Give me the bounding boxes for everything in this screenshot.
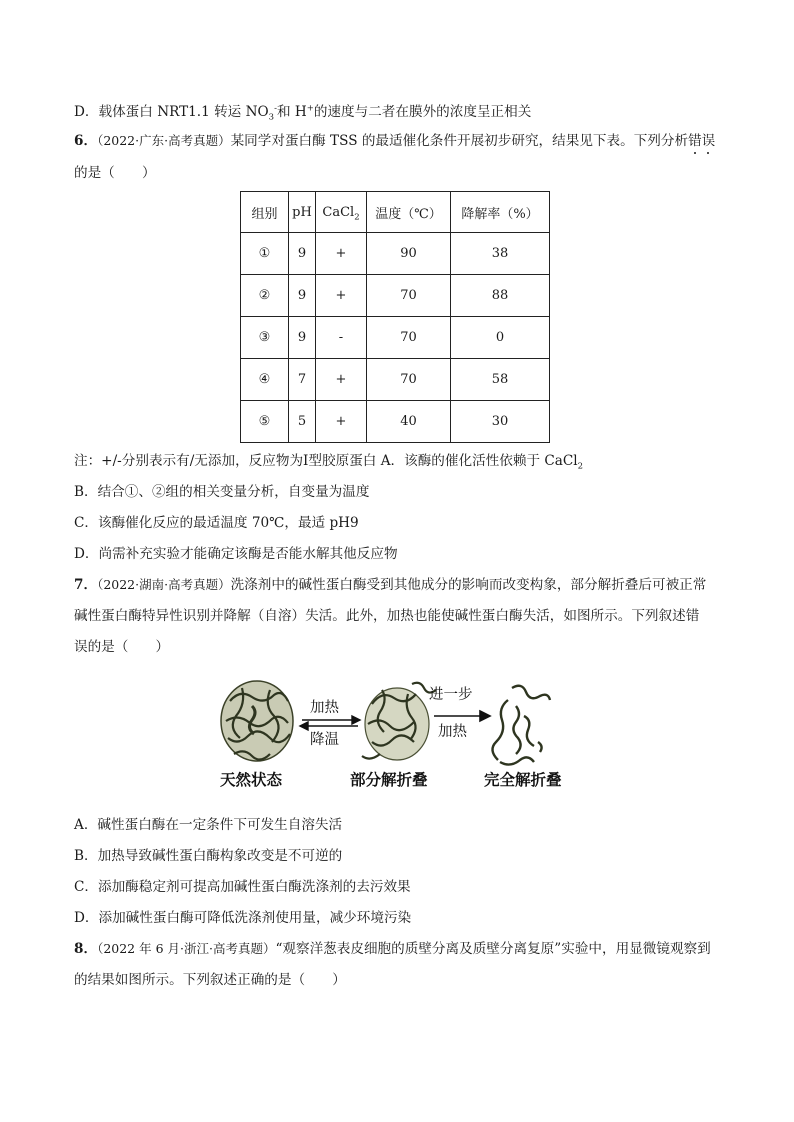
table-cell: 88 bbox=[451, 275, 550, 317]
table-cell: 38 bbox=[451, 233, 550, 275]
table-cell: 40 bbox=[367, 401, 451, 443]
table-cell: 70 bbox=[367, 317, 451, 359]
table-cell: + bbox=[316, 233, 367, 275]
table-cell: ② bbox=[241, 275, 289, 317]
q7-number: 7． bbox=[74, 577, 98, 593]
q6-source: （2022·广东·高考真题） bbox=[97, 133, 231, 148]
q7-option-a: A．碱性蛋白酶在一定条件下可发生自溶失活 bbox=[74, 817, 343, 833]
table-row bbox=[241, 317, 550, 359]
table-header-row bbox=[241, 192, 550, 233]
table-cell: ⑤ bbox=[241, 401, 289, 443]
table-cell: 70 bbox=[367, 275, 451, 317]
q7-option-b: B．加热导致碱性蛋白酶构象改变是不可逆的 bbox=[74, 848, 343, 864]
table-cell: 9 bbox=[289, 275, 316, 317]
table-cell: 30 bbox=[451, 401, 550, 443]
q6-option-c: C．该酶催化反应的最适温度 70℃，最适 pH9 bbox=[74, 515, 359, 531]
protein-unfolding-figure bbox=[212, 676, 568, 806]
q6-number: 6． bbox=[74, 133, 98, 149]
q7-stem-line2: 碱性蛋白酶特异性识别并降解（自溶）失活。此外，加热也能使碱性蛋白酶失活，如图所示。下列叙述错 bbox=[74, 608, 700, 624]
q7-stem-line3: 误的是（ ） bbox=[74, 639, 170, 655]
label-fully-unfolded: 完全解折叠 bbox=[484, 771, 562, 789]
header-temperature: 温度（℃） bbox=[367, 192, 451, 233]
header-cacl2: CaCl$_2$ bbox=[316, 192, 367, 233]
q6-option-d: D．尚需补充实验才能确定该酶是否能水解其他反应物 bbox=[74, 546, 398, 562]
q8-source: （2022 年 6 月·浙江·高考真题） bbox=[97, 941, 276, 956]
table-cell: ① bbox=[241, 233, 289, 275]
table-cell: ③ bbox=[241, 317, 289, 359]
native-state-protein-image bbox=[221, 681, 293, 761]
table-cell: + bbox=[316, 401, 367, 443]
q7-source: （2022·湖南·高考真题） bbox=[97, 577, 231, 592]
arrow-label-cool: 降温 bbox=[310, 732, 339, 748]
arrow-label-heat: 加热 bbox=[310, 700, 339, 716]
q8-number: 8． bbox=[74, 941, 98, 957]
table-cell: 9 bbox=[289, 317, 316, 359]
table-row bbox=[241, 275, 550, 317]
q7-option-c: C．添加酶稳定剂可提高加碱性蛋白酶洗涤剂的去污效果 bbox=[74, 879, 411, 895]
table-cell: 5 bbox=[289, 401, 316, 443]
table-row bbox=[241, 233, 550, 275]
table-cell: ④ bbox=[241, 359, 289, 401]
table-cell: 9 bbox=[289, 233, 316, 275]
q7-option-d: D．添加碱性蛋白酶可降低洗涤剂使用量，减少环境污染 bbox=[74, 910, 412, 926]
q7-stem-line1: 7．（2022·湖南·高考真题）洗涤剂中的碱性蛋白酶受到其他成分的影响而改变构象，部分解折叠后可被正常 bbox=[74, 577, 707, 593]
label-partially-unfolded: 部分解折叠 bbox=[350, 771, 428, 789]
q6-option-b: B．结合①、②组的相关变量分析，自变量为温度 bbox=[74, 484, 370, 500]
partially-unfolded-protein-image bbox=[362, 683, 436, 760]
header-degradation: 降解率（%） bbox=[451, 192, 550, 233]
table-cell: 70 bbox=[367, 359, 451, 401]
label-native-state: 天然状态 bbox=[220, 771, 283, 789]
table-cell: 7 bbox=[289, 359, 316, 401]
fully-unfolded-protein-image bbox=[492, 686, 550, 765]
table-cell: 58 bbox=[451, 359, 550, 401]
table-cell: + bbox=[316, 359, 367, 401]
q6-note-option-a: 注：+/-分别表示有/无添加，反应物为Ⅰ型胶原蛋白 A．该酶的催化活性依赖于 CaCl$_2$ bbox=[74, 453, 584, 472]
emphasis-dot: 错 bbox=[688, 133, 702, 149]
header-group: 组别 bbox=[241, 192, 289, 233]
q8-stem-line1: 8．（2022 年 6 月·浙江·高考真题）“观察洋葱表皮细胞的质壁分离及质壁分离复原”实验中，用显微镜观察到 bbox=[74, 941, 711, 957]
q5-option-d: D．载体蛋白 NRT1.1 转运 $NO_3^-$和 H+的速度与二者在膜外的浓度呈正相关 bbox=[74, 103, 532, 123]
q6-stem-line2: 的是（ ） bbox=[74, 165, 156, 181]
arrow-label-further: 进一步 bbox=[429, 687, 473, 703]
header-ph: pH bbox=[289, 192, 316, 233]
emphasis-dot: 误 bbox=[701, 133, 716, 149]
table-row bbox=[241, 401, 550, 443]
table-cell: 0 bbox=[451, 317, 550, 359]
q6-stem-line1: 6．（2022·广东·高考真题）某同学对蛋白酶 TSS 的最适催化条件开展初步研究，结果见下表。下列分析错误 bbox=[74, 133, 716, 149]
table-row bbox=[241, 359, 550, 401]
q8-stem-line2: 的结果如图所示。下列叙述正确的是（ ） bbox=[74, 972, 346, 988]
table-cell: + bbox=[316, 275, 367, 317]
arrow-label-heat-2: 加热 bbox=[438, 724, 467, 740]
enzyme-data-table bbox=[240, 191, 550, 443]
table-cell: 90 bbox=[367, 233, 451, 275]
table-cell: - bbox=[316, 317, 367, 359]
